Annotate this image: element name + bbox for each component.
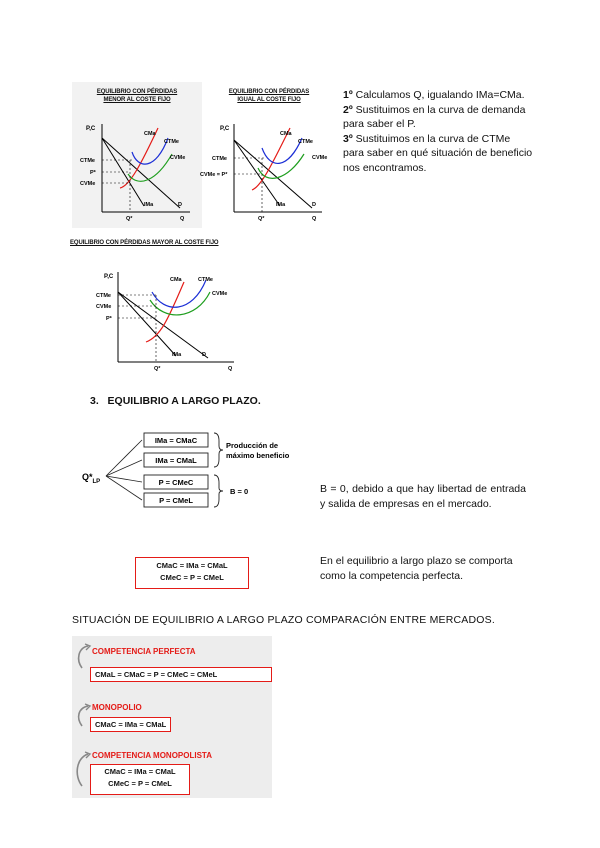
arrow-line-1 [106,440,142,476]
step-3-num: 3º [343,132,353,145]
q-label: Q [180,216,185,222]
graph-1-plot [72,82,202,228]
arrow-line-3 [106,476,142,482]
step-3-text: Sustituimos en la curva de CTMe para saber en qué situación de beneficio nos encontramos. [343,132,533,174]
p-star-label: P* [90,170,96,176]
ctme-label: CTMe [298,139,313,145]
curved-arrow-icon [77,754,88,786]
p-star-label: P* [106,316,112,322]
summary-box [135,557,249,589]
cvme-label: CVMe [212,291,228,297]
graph-3-title: EQUILIBRIO CON PÉRDIDAS MAYOR AL COSTE FIJO [70,240,219,246]
d-label: D [178,202,182,208]
graph-2-plot [200,82,338,228]
long-run-diagram [76,428,326,518]
cvme-p-label: CVMe = P* [200,172,228,178]
graph-2-title-line2: IGUAL AL COSTE FIJO [237,97,301,103]
brace-1-line1: Producción de [226,441,279,450]
comparison-title: SITUACIÓN DE EQUILIBRIO A LARGO PLAZO COMPARACIÓN ENTRE MERCADOS. [72,614,495,626]
ctme-left-label: CTMe [80,158,95,164]
step-1-num: 1º [343,89,353,101]
ctme-left-label: CTMe [212,156,227,162]
ima-label: IMa [172,352,182,358]
graph-3 [66,236,276,376]
ctme-label: CTMe [164,139,179,145]
q-lp-label: $Q*_{LP}$ [82,472,101,485]
cvme-label: CVMe [312,155,328,161]
d-label: D [312,202,316,208]
brace-1 [214,433,223,467]
pc-label: P,C [86,126,96,132]
section-3-heading [90,395,261,407]
cma-curve [120,128,158,188]
cma-label: CMa [170,277,182,283]
step-2-num: 2º [343,103,353,116]
market-monopoly-title: MONOPOLIO [92,703,142,712]
q-star-label: Q* [258,216,265,222]
ctme-curve [132,138,168,164]
arrow-line-2 [106,460,142,476]
pc-label: P,C [104,274,114,280]
box-p-cmel-label: P = CMeL [159,496,193,505]
pc-label: P,C [220,126,230,132]
section-3-title: EQUILIBRIO A LARGO PLAZO. [107,395,261,407]
step-1-text: Calculamos Q, igualando IMa=CMa. [352,89,525,101]
cvme-left-label: CVMe [80,181,96,187]
box-ima-cmal-label: IMa = CMaL [155,456,197,465]
box-ima-cmac-label: IMa = CMaC [154,436,198,445]
graph-3-plot [66,236,276,376]
market-monopoly-eq: CMaC = IMa = CMaL [90,717,171,732]
cma-label: CMa [144,131,156,137]
d-label: D [202,352,206,358]
box-p-cmec-label: P = CMeC [158,478,194,487]
cma-label: CMa [280,131,292,137]
q-star-label: Q* [154,366,161,372]
brace-1-line2: máximo beneficio [226,451,290,460]
cvme-label: CVMe [170,155,186,161]
q-label: Q [228,366,233,372]
market-perfect-competition-title: COMPETENCIA PERFECTA [92,647,196,656]
graph-1-title-line1: EQUILIBRIO CON PÉRDIDAS [96,89,178,95]
step-1 [343,88,533,103]
graph-2-title-line1: EQUILIBRIO CON PÉRDIDAS [228,89,310,95]
graph-2 [200,82,338,228]
summary-line-1: CMaC = IMa = CMaL [156,561,228,570]
ima-label: IMa [276,202,286,208]
ctme-label: CTMe [198,277,213,283]
cvme-left-label: CVMe [96,304,112,310]
arrow-line-4 [106,476,142,500]
step-3 [343,132,533,176]
q-star-label: Q* [126,216,133,222]
ima-label: IMa [144,202,154,208]
note-competition: En el equilibrio a largo plazo se comporta como la competencia perfecta. [320,555,513,582]
market-monopolistic-eq2: CMeC = P = CMeL [108,779,172,788]
graph-1-title-line2: MENOR AL COSTE FIJO [103,97,171,103]
summary-line-2: CMeC = P = CMeL [160,573,224,582]
market-perfect-competition-eq: CMaL = CMaC = P = CMeC = CMeL [90,667,272,682]
note-b0: B = 0, debido a que hay libertad de entrada y salida de empresas en el mercado. [320,483,526,510]
step-2-text: Sustituimos en la curva de demanda para saber el P. [343,103,526,130]
ctme-left-label: CTMe [96,293,111,299]
market-monopolistic-eq [90,764,190,795]
market-monopolistic-title: COMPETENCIA MONOPOLISTA [92,751,212,760]
q-label: Q [312,216,317,222]
step-2 [343,103,533,132]
section-3-number: 3. [90,395,99,407]
brace-2 [214,475,223,507]
market-monopolistic-eq1: CMaC = IMa = CMaL [104,767,176,776]
graph-1 [72,82,202,228]
demand-curve [102,138,180,208]
calculation-steps [343,88,533,175]
brace-2-label: B = 0 [230,487,249,496]
